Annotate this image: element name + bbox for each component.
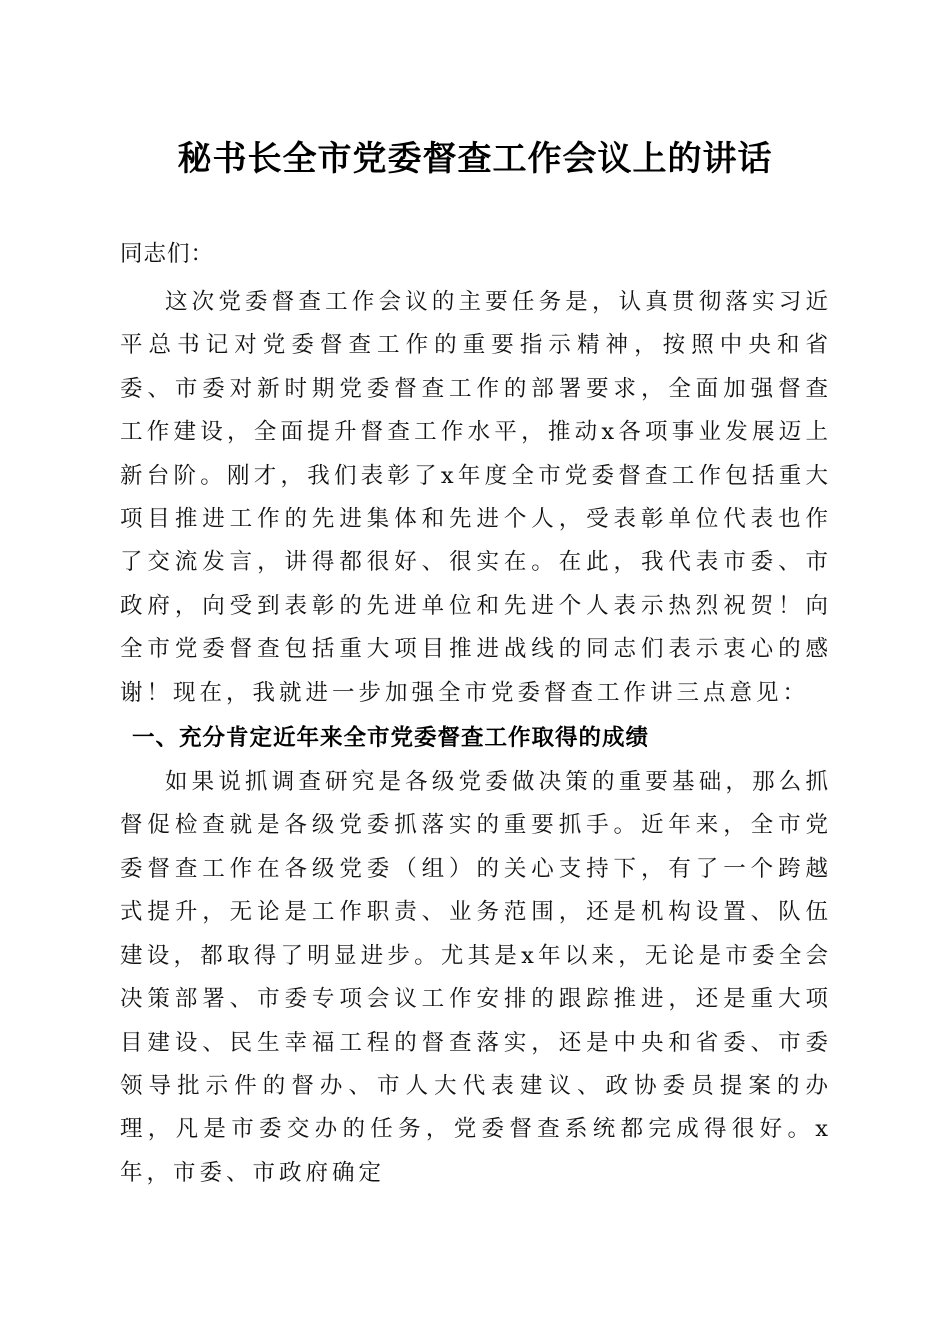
salutation: 同志们：: [120, 241, 215, 267]
paragraph-intro: 这次党委督查工作会议的主要任务是，认真贯彻落实习近平总书记对党委督查工作的重要指示精神，按照中央和省委、市委对新时期党委督查工作的部署要求，全面加强督查工作建设，全面提升督查工作水平，推动x各项事业发展迈上新台阶。刚才，我们表彰了x年度全市党委督查工作包括重大项目推进工作的先进集体和先进个人，受表彰单位代表也作了交流发言，讲得都很好、很实在。在此，我代表市委、市政府，向受到表彰的先进单位和先进个人表示热烈祝贺！向全市党委督查包括重大项目推进战线的同志们表示衷心的感谢！现在，我就进一步加强全市党委督查工作讲三点意见：: [120, 289, 832, 706]
document-body: [120, 230, 832, 1195]
document-title: 秘书长全市党委督查工作会议上的讲话: [177, 139, 773, 179]
paragraph-section-1: 如果说抓调查研究是各级党委做决策的重要基础，那么抓督促检查就是各级党委抓落实的重要抓手。近年来，全市党委督查工作在各级党委（组）的关心支持下，有了一个跨越式提升，无论是工作职责、业务范围，还是机构设置、队伍建设，都取得了明显进步。尤其是x年以来，无论是市委全会决策部署、市委专项会议工作安排的跟踪推进，还是重大项目建设、民生幸福工程的督查落实，还是中央和省委、市委领导批示件的督办、市人大代表建议、政协委员提案的办理，凡是市委交办的任务，党委督查系统都完成得很好。x年，市委、市政府确定: [120, 769, 832, 1186]
section-heading-1: 一、充分肯定近年来全市党委督查工作取得的成绩: [132, 725, 650, 752]
